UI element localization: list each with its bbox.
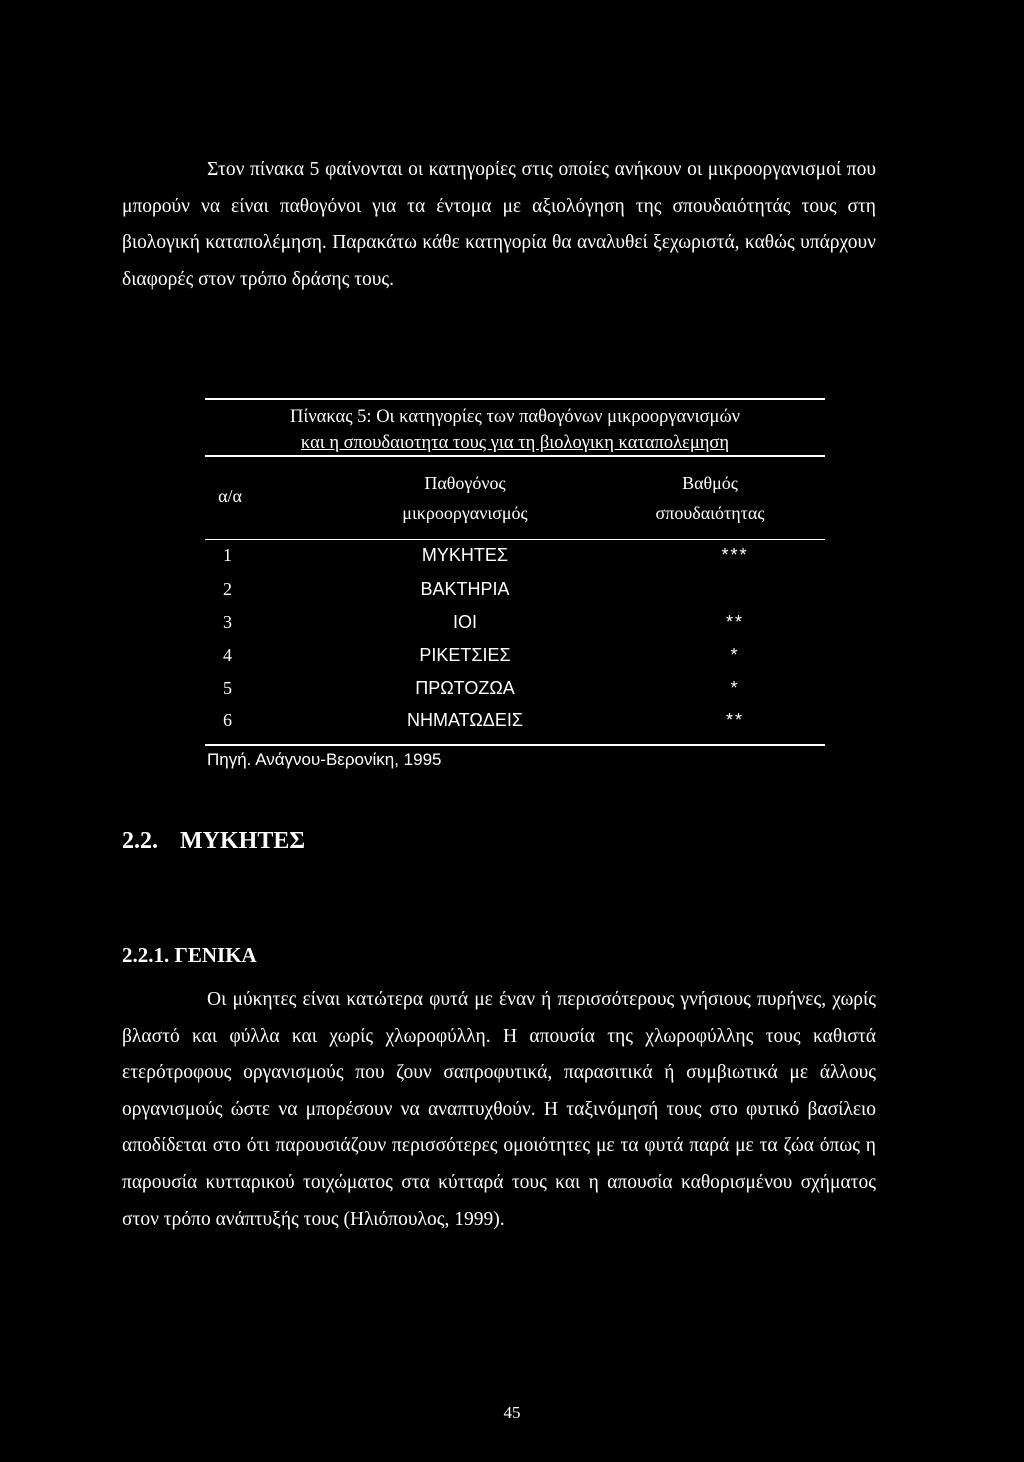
row-number: 6 <box>223 710 232 730</box>
row-number: 1 <box>223 545 232 565</box>
table-header-rating-line1: Βαθμός <box>682 473 738 493</box>
table-row <box>205 574 825 604</box>
pathogen-name: ΙΟΙ <box>452 612 477 632</box>
table-row <box>205 540 825 570</box>
importance-rating: ** <box>725 612 744 632</box>
table-row <box>205 640 825 670</box>
subsection-title: ΓΕΝΙΚΑ <box>174 943 257 967</box>
body-paragraph: Οι μύκητες είναι κατώτερα φυτά με έναν ή περισσότερους γνήσιους πυρήνες, χωρίς βλαστό και φύλλα και χωρίς χλωροφύλλη. Η απουσία της χλωροφύλλης τους καθιστά ετερότροφους οργανισμούς που ζουν σαπροφυτικά, παρασιτικά ή συμβιωτικά με άλλους οργανισμούς ώστε να μπορέσουν να αναπτυχθούν. Η ταξινόμησή τους στο φυτικό βασίλειο αποδίδεται στο ότι παρουσιάζουν περισσότερες ομοιότητες με τα φυτά παρά με τα ζώα όπως η παρουσία κυτταρικού τοιχώματος στα κύτταρά τους και η απουσία καθορισμένου σχήματος στον τρόπο ανάπτυξής τους (Ηλιόπουλος, 1999). <box>122 989 876 1230</box>
section-title: ΜΥΚΗΤΕΣ <box>180 828 306 854</box>
table-title-line1: Πίνακας 5: Οι κατηγορίες των παθογόνων μικροοργανισμών <box>289 407 741 427</box>
subsection-number: 2.2.1. <box>122 943 170 967</box>
importance-rating: *** <box>721 545 749 565</box>
row-number: 2 <box>223 579 232 599</box>
table-row <box>205 705 825 735</box>
table-bottom-rule <box>205 744 825 746</box>
page-number: 45 <box>503 1403 521 1422</box>
table-title-rule <box>205 455 825 457</box>
row-number: 5 <box>223 678 232 698</box>
pathogen-name: ΠΡΩΤΟΖΩΑ <box>415 678 515 698</box>
section-number: 2.2. <box>122 828 158 854</box>
subsection-heading <box>122 943 257 968</box>
importance-rating: ** <box>725 710 744 730</box>
table-title-line2: και η σπουδαιοτητα τους για τη βιολογικη καταπολεμηση <box>300 433 730 453</box>
table-source: Πηγή. Ανάγνου-Βερονίκη, 1995 <box>207 750 442 769</box>
table-row <box>205 673 825 703</box>
importance-rating: * <box>730 645 740 665</box>
row-number: 3 <box>223 612 232 632</box>
pathogen-name: ΝΗΜΑΤΩΔΕΙΣ <box>407 710 523 730</box>
pathogen-name: ΜΥΚΗΤΕΣ <box>421 545 509 565</box>
table-top-rule <box>205 398 825 400</box>
table-header-pathogen-line1: Παθογόνος <box>424 473 506 493</box>
table-header-rating-line2: σπουδαιότητας <box>655 503 765 523</box>
importance-rating: * <box>730 678 740 698</box>
intro-paragraph: Στον πίνακα 5 φαίνονται οι κατηγορίες στις οποίες ανήκουν οι μικροοργανισμοί που μπορούν να είναι παθογόνοι για τα έντομα με αξιολόγηση της σπουδαιότητάς τους στη βιολογική καταπολέμηση. Παρακάτω κάθε κατηγορία θα αναλυθεί ξεχωριστά, καθώς υπάρχουν διαφορές στον τρόπο δράσης τους. <box>122 159 876 290</box>
pathogen-name: ΒΑΚΤΗΡΙΑ <box>420 579 510 599</box>
row-number: 4 <box>223 645 232 665</box>
pathogen-name: ΡΙΚΕΤΣΙΕΣ <box>419 645 511 665</box>
table-header-num: α/α <box>218 486 242 506</box>
table-row <box>205 607 825 637</box>
table-header-pathogen-line2: μικροοργανισμός <box>402 503 528 523</box>
section-heading <box>122 828 305 855</box>
